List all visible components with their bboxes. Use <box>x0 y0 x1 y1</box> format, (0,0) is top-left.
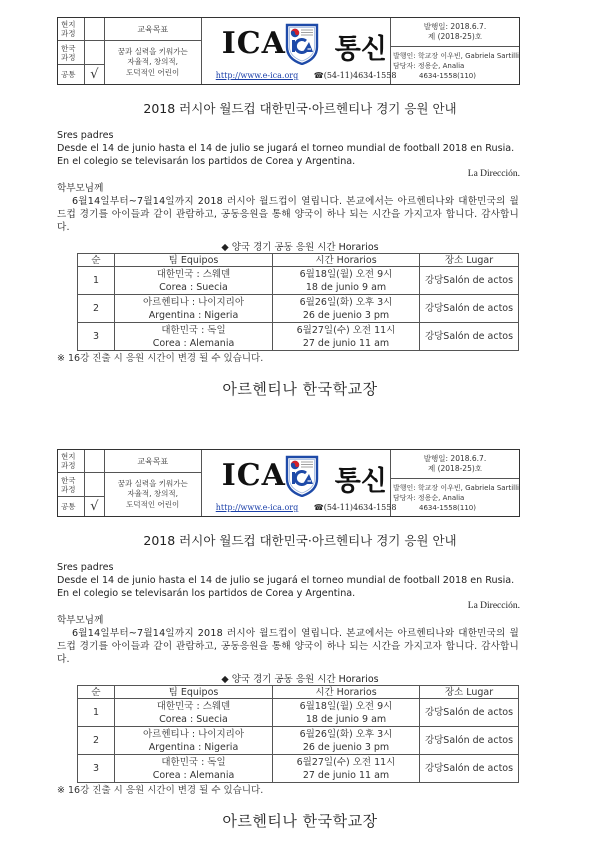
viewing-schedule-table <box>77 685 519 783</box>
time-spanish: 27 de junio 11 am <box>302 337 390 349</box>
time-korean: 6월18일(월) 오전 9시 <box>299 268 393 280</box>
issue-number: 제 (2018-25)호 <box>427 464 483 473</box>
notice-title: 2018 러시아 월드컵 대한민국·아르헨티나 경기 응원 안내 <box>143 533 457 548</box>
track-check-korean <box>85 41 104 65</box>
track-check-local <box>85 18 104 41</box>
match-number: 3 <box>78 323 115 351</box>
contact-phone: 4634-1558(110) <box>419 71 476 80</box>
ica-school-shield-logo-icon <box>285 23 319 65</box>
time-spanish: 27 de junio 11 am <box>302 769 390 781</box>
brand-ica-text: ICA <box>221 458 286 493</box>
issue-contacts <box>391 47 519 84</box>
issue-date-block <box>391 18 519 47</box>
teams-spanish: Corea : Suecia <box>159 281 228 293</box>
teams-spanish: Corea : Alemania <box>152 337 235 349</box>
school-phone: ☎(54-11)4634-1558 <box>313 71 397 80</box>
goal-line: 꿈과 실력을 키워가는 <box>117 46 188 56</box>
spanish-message <box>57 561 519 600</box>
korean-message <box>57 614 519 666</box>
newsletter-brand <box>202 18 397 84</box>
spanish-greeting: Sres padres <box>57 130 114 141</box>
issue-info <box>391 18 519 84</box>
time-korean: 6월27일(수) 오전 11시 <box>296 324 396 336</box>
notice-copy-2 <box>0 432 600 864</box>
teams-korean: 대한민국 : 독일 <box>161 756 226 768</box>
checkmark-icon: √ <box>90 499 99 514</box>
issue-info <box>391 450 519 516</box>
sender-signature: 아르헨티나 한국학교장 <box>222 380 378 398</box>
match-place: 강당Salón de actos <box>420 267 519 295</box>
match-place: 강당Salón de actos <box>420 699 519 727</box>
brand-tongsin-text: 통신 <box>334 466 387 497</box>
spanish-message <box>57 129 519 168</box>
track-check-korean <box>85 473 104 497</box>
match-time <box>273 323 420 351</box>
spanish-signature: La Dirección. <box>467 601 520 611</box>
match-teams <box>115 267 273 295</box>
issue-number: 제 (2018-25)호 <box>427 32 483 41</box>
goal-line: 도덕적인 어린이 <box>126 499 180 509</box>
issue-date-block <box>391 450 519 479</box>
col-header-place: 장소 Lugar <box>420 254 519 267</box>
match-time <box>273 295 420 323</box>
curriculum-column <box>58 450 85 516</box>
education-goal-title: 교육목표 <box>105 18 201 41</box>
teams-korean: 아르헨티나 : 나이지리아 <box>142 296 244 308</box>
education-goal-title: 교육목표 <box>105 450 201 473</box>
teams-korean: 대한민국 : 스웨덴 <box>156 268 231 280</box>
match-number: 1 <box>78 699 115 727</box>
schedule-footnote: ※ 16강 진출 시 응원 시간이 변경 될 수 있습니다. <box>57 353 264 364</box>
spanish-signature: La Dirección. <box>467 169 520 179</box>
curriculum-column <box>58 18 85 84</box>
match-time <box>273 727 420 755</box>
match-time <box>273 267 420 295</box>
school-phone: ☎(54-11)4634-1558 <box>313 503 397 512</box>
curriculum-check-column <box>85 18 105 84</box>
match-place: 강당Salón de actos <box>420 755 519 783</box>
korean-greeting: 학부모님께 <box>57 183 104 194</box>
table-row <box>78 295 519 323</box>
match-time <box>273 699 420 727</box>
teams-spanish: Argentina : Nigeria <box>148 741 239 753</box>
brand-tongsin-text: 통신 <box>334 34 387 65</box>
col-header-time: 시간 Horarios <box>273 686 420 699</box>
table-row <box>78 755 519 783</box>
korean-message <box>57 182 519 234</box>
teams-spanish: Corea : Suecia <box>159 713 228 725</box>
teams-korean: 대한민국 : 스웨덴 <box>156 700 231 712</box>
school-website-link[interactable]: http://www.e-ica.org <box>215 71 299 80</box>
track-label-korean: 한국 과정 <box>58 473 84 497</box>
schedule-caption: ◆ 양국 경기 공동 응원 시간 Horarios <box>221 242 379 253</box>
time-spanish: 26 de juenio 3 pm <box>302 309 390 321</box>
track-label-local: 현지 과정 <box>58 18 84 41</box>
spanish-line: En el colegio se televisarán los partidos de Corea y Argentina. <box>57 156 356 167</box>
korean-body: 6월14일부터~7월14일까지 2018 러시아 월드컵이 열립니다. 본교에서는 아르헨티나와 대한민국의 월드컵 경기를 아이들과 같이 관람하고, 공동응원을 통해 양국이 하나 되는 시간을 가지고자 합니다. 감사합니다. <box>57 196 519 233</box>
time-spanish: 18 de junio 9 am <box>305 713 387 725</box>
ica-school-shield-logo-icon <box>285 455 319 497</box>
education-goal <box>105 450 202 516</box>
match-teams <box>115 323 273 351</box>
sender-signature: 아르헨티나 한국학교장 <box>222 812 378 830</box>
col-header-teams: 팀 Equipos <box>115 254 273 267</box>
match-time <box>273 755 420 783</box>
time-korean: 6월26일(화) 오후 3시 <box>299 728 393 740</box>
table-row <box>78 267 519 295</box>
match-teams <box>115 295 273 323</box>
col-header-number: 순 <box>78 686 115 699</box>
schedule-footnote: ※ 16강 진출 시 응원 시간이 변경 될 수 있습니다. <box>57 785 264 796</box>
goal-line: 자율적, 창의적, <box>127 489 179 499</box>
time-korean: 6월27일(수) 오전 11시 <box>296 756 396 768</box>
track-label-local: 현지 과정 <box>58 450 84 473</box>
korean-body: 6월14일부터~7월14일까지 2018 러시아 월드컵이 열립니다. 본교에서는 아르헨티나와 대한민국의 월드컵 경기를 아이들과 같이 관람하고, 공동응원을 통해 양국이 하나 되는 시간을 가지고자 합니다. 감사합니다. <box>57 628 519 665</box>
school-website-link[interactable]: http://www.e-ica.org <box>215 503 299 512</box>
table-header-row <box>78 254 519 267</box>
spanish-line: Desde el 14 de junio hasta el 14 de julio se jugará el torneo mundial de football 2018 en Rusia. <box>57 575 515 586</box>
checkmark-icon: √ <box>90 67 99 82</box>
track-label-common: 공통 <box>61 70 76 79</box>
contact-person: 담당자: 정용순, Analia <box>393 493 465 502</box>
col-header-teams: 팀 Equipos <box>115 686 273 699</box>
education-goal-text <box>105 41 201 84</box>
goal-line: 꿈과 실력을 키워가는 <box>117 478 188 488</box>
teams-korean: 아르헨티나 : 나이지리아 <box>142 728 244 740</box>
match-teams <box>115 727 273 755</box>
match-teams <box>115 755 273 783</box>
publisher: 발행인: 학교장 이우빈, Gabriela Sartilli <box>393 483 519 492</box>
spanish-greeting: Sres padres <box>57 562 114 573</box>
teams-spanish: Corea : Alemania <box>152 769 235 781</box>
table-row <box>78 699 519 727</box>
match-place: 강당Salón de actos <box>420 295 519 323</box>
col-header-time: 시간 Horarios <box>273 254 420 267</box>
spanish-line: En el colegio se televisarán los partidos de Corea y Argentina. <box>57 588 356 599</box>
contact-phone: 4634-1558(110) <box>419 503 476 512</box>
col-header-number: 순 <box>78 254 115 267</box>
teams-spanish: Argentina : Nigeria <box>148 309 239 321</box>
match-place: 강당Salón de actos <box>420 323 519 351</box>
time-korean: 6월26일(화) 오후 3시 <box>299 296 393 308</box>
time-korean: 6월18일(월) 오전 9시 <box>299 700 393 712</box>
teams-korean: 대한민국 : 독일 <box>161 324 226 336</box>
track-label-common: 공통 <box>61 502 76 511</box>
newsletter-header <box>57 17 520 85</box>
match-teams <box>115 699 273 727</box>
goal-line: 자율적, 창의적, <box>127 57 179 67</box>
spanish-line: Desde el 14 de junio hasta el 14 de julio se jugará el torneo mundial de football 2018 en Rusia. <box>57 143 515 154</box>
education-goal-text <box>105 473 201 516</box>
track-check-local <box>85 450 104 473</box>
brand-ica-text: ICA <box>221 26 286 61</box>
issue-date: 발행일: 2018.6.7. <box>423 453 487 463</box>
publisher: 발행인: 학교장 이우빈, Gabriela Sartilli <box>393 51 519 60</box>
time-spanish: 26 de juenio 3 pm <box>302 741 390 753</box>
table-row <box>78 323 519 351</box>
table-row <box>78 727 519 755</box>
match-number: 1 <box>78 267 115 295</box>
col-header-place: 장소 Lugar <box>420 686 519 699</box>
table-header-row <box>78 686 519 699</box>
match-number: 2 <box>78 727 115 755</box>
goal-line: 도덕적인 어린이 <box>126 67 180 77</box>
match-number: 3 <box>78 755 115 783</box>
match-place: 강당Salón de actos <box>420 727 519 755</box>
issue-contacts <box>391 479 519 516</box>
track-label-korean: 한국 과정 <box>58 41 84 65</box>
match-number: 2 <box>78 295 115 323</box>
viewing-schedule-table <box>77 253 519 351</box>
newsletter-header <box>57 449 520 517</box>
education-goal <box>105 18 202 84</box>
curriculum-check-column <box>85 450 105 516</box>
newsletter-brand <box>202 450 397 516</box>
schedule-caption: ◆ 양국 경기 공동 응원 시간 Horarios <box>221 674 379 685</box>
notice-title: 2018 러시아 월드컵 대한민국·아르헨티나 경기 응원 안내 <box>143 101 457 116</box>
contact-person: 담당자: 정용순, Analia <box>393 61 465 70</box>
time-spanish: 18 de junio 9 am <box>305 281 387 293</box>
issue-date: 발행일: 2018.6.7. <box>423 21 487 31</box>
korean-greeting: 학부모님께 <box>57 615 104 626</box>
